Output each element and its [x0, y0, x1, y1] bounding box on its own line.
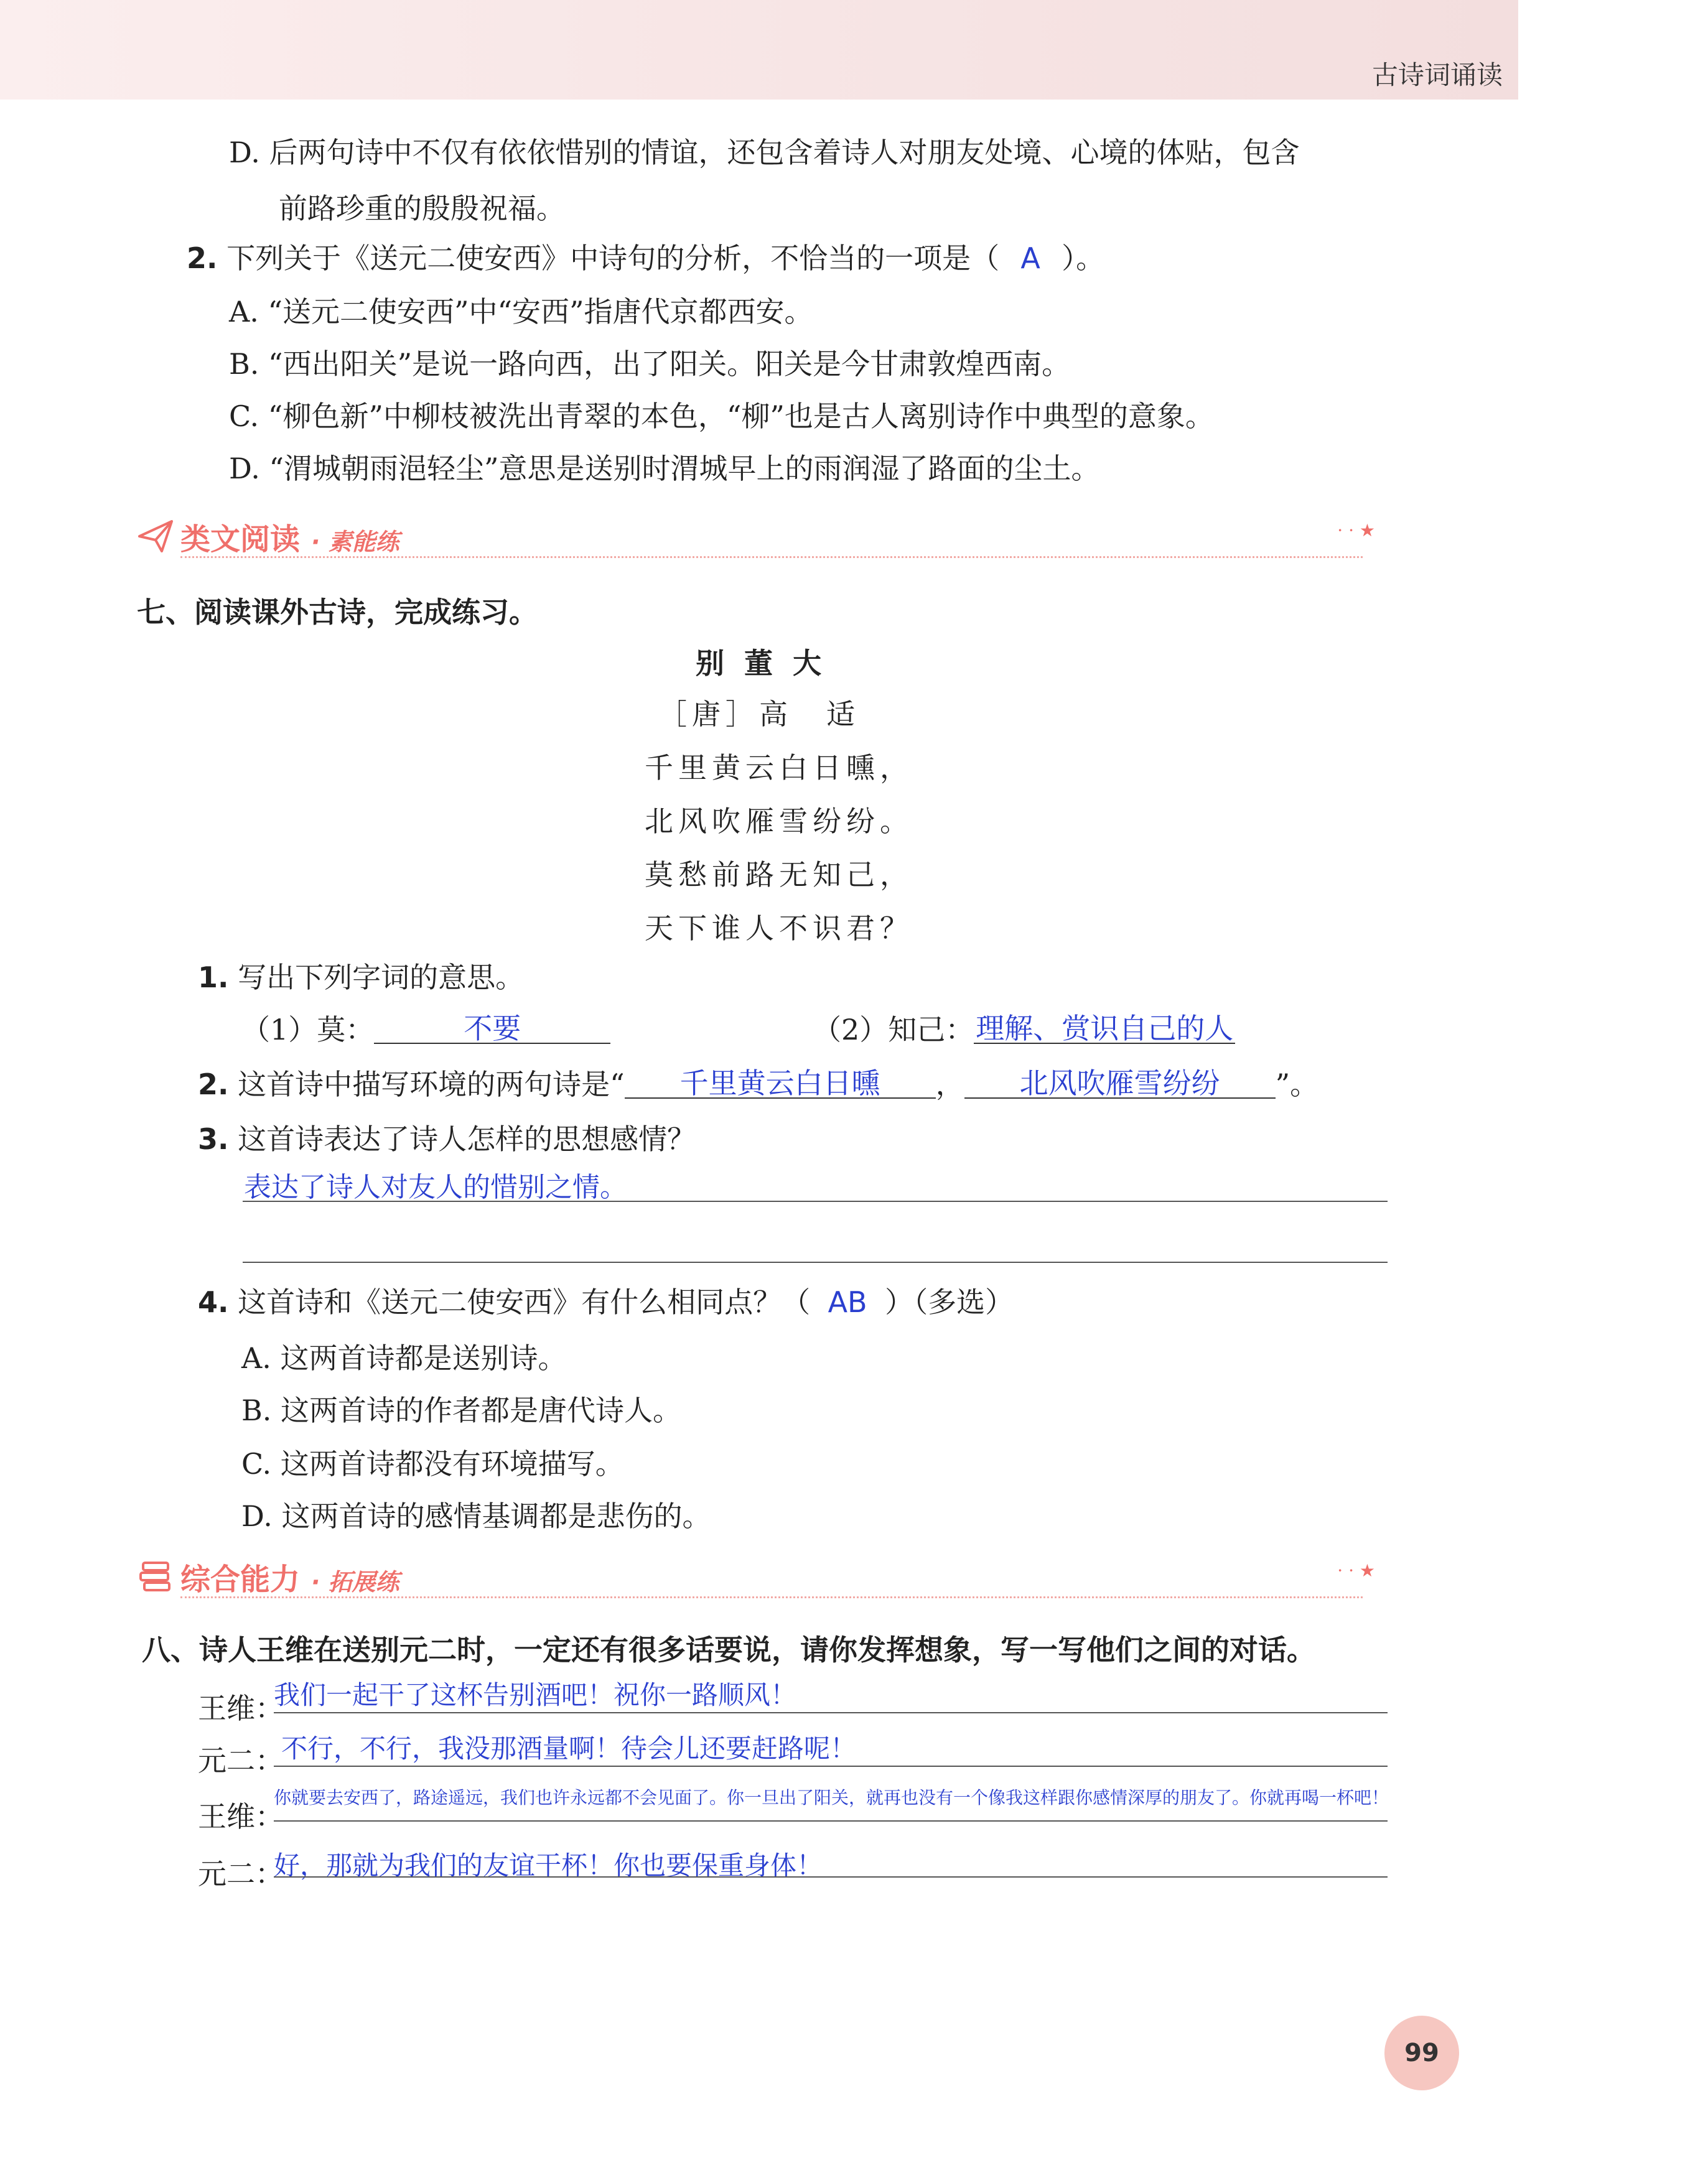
q7-4-close: ）（多选）: [885, 1285, 1014, 1319]
q2-number: 2.: [187, 241, 218, 275]
dialog-line: [274, 1820, 1388, 1822]
q7-2-number: 2.: [198, 1068, 229, 1101]
page-number: 99: [1384, 2016, 1459, 2090]
dialog-speaker: 元二：: [198, 1857, 284, 1891]
dialog-line: [274, 1766, 1388, 1767]
q7-title: 七、阅读课外古诗，完成练习。: [137, 595, 538, 629]
q7-2-close: ”。: [1275, 1068, 1319, 1101]
q2-option-d: D. “渭城朝雨浥轻尘”意思是送别时渭城早上的雨润湿了路面的尘土。: [229, 452, 1100, 485]
q7-3-stem-line: [198, 1122, 696, 1156]
q2-option-c: C. “柳色新”中柳枝被洗出青翠的本色，“柳”也是古人离别诗作中典型的意象。: [229, 399, 1214, 433]
header-band: [0, 0, 1518, 100]
stars-decoration: · · ★: [1337, 520, 1375, 541]
q7-4-answer: AB: [828, 1285, 867, 1319]
q7-1-a-label: （1）莫：: [241, 1013, 375, 1046]
q2-answer: A: [1020, 241, 1040, 275]
q7-4-option-c: C. 这两首诗都没有环境描写。: [241, 1447, 624, 1481]
q7-3-answer: 表达了诗人对友人的惜别之情。: [244, 1171, 627, 1203]
poem-line: 北风吹雁雪纷纷。: [645, 804, 913, 838]
dialog-speaker: 元二：: [198, 1744, 284, 1777]
dialog-speaker: 王维：: [198, 1692, 284, 1725]
section-subtitle: · 拓展练: [311, 1568, 399, 1596]
q8-title: 八、诗人王维在送别元二时，一定还有很多话要说，请你发挥想象，写一写他们之间的对话。: [142, 1633, 1315, 1667]
dialog-line: [274, 1712, 1388, 1713]
q7-1-b-label: （2）知己：: [813, 1013, 974, 1046]
q7-1-stem: 写出下列字词的意思。: [238, 961, 525, 994]
paper-plane-icon: [137, 518, 174, 555]
q7-4-number: 4.: [198, 1285, 229, 1319]
q2-stem-line: [187, 241, 1105, 275]
q7-2-separator: ，: [935, 1068, 964, 1101]
answer-line: [243, 1201, 1388, 1202]
q7-3-number: 3.: [198, 1122, 229, 1156]
dialog-text: 不行，不行，我没那酒量啊！待会儿还要赶路呢！: [281, 1733, 857, 1764]
answer-line: [243, 1262, 1388, 1263]
section-rule: [180, 1596, 1363, 1598]
dialog-text: 好，那就为我们的友谊干杯！你也要保重身体！: [274, 1850, 823, 1881]
q7-1-a-answer: 不要: [374, 1014, 610, 1044]
chapter-title: 古诗词诵读: [1371, 60, 1503, 90]
q2-option-b: B. “西出阳关”是说一路向西，出了阳关。阳关是今甘肃敦煌西南。: [229, 347, 1071, 381]
q2-stem: 下列关于《送元二使安西》中诗句的分析，不恰当的一项是（: [226, 241, 1000, 275]
prev-option-d-line1: D. 后两句诗中不仅有依依惜别的情谊，还包含着诗人对朋友处境、心境的体贴，包含: [229, 136, 1300, 169]
q7-4-option-b: B. 这两首诗的作者都是唐代诗人。: [241, 1394, 682, 1427]
dialog-text: 你就要去安西了，路途遥远，我们也许永远都不会见面了。你一旦出了阳关，就再也没有一个像我这样跟你感情深厚的朋友了。你就再喝一杯吧！: [274, 1787, 1389, 1808]
q7-1-item-a: [241, 1014, 610, 1044]
q2-option-a: A. “送元二使安西”中“安西”指唐代京都西安。: [229, 295, 813, 328]
section-title: 综合能力: [180, 1562, 301, 1597]
q7-2-answer-2: 北风吹雁雪纷纷: [964, 1069, 1276, 1099]
q7-4-stem-line: [198, 1285, 1014, 1319]
poem-line: 天下谁人不识君？: [645, 911, 913, 945]
q2-close: ）。: [1062, 241, 1105, 275]
section-title: 类文阅读: [180, 522, 301, 557]
q7-2-stem: 这首诗中描写环境的两句诗是“: [238, 1068, 625, 1101]
section-rule: [180, 556, 1363, 558]
q7-1-stem-line: [198, 963, 524, 992]
q7-3-stem: 这首诗表达了诗人怎样的思想感情？: [238, 1122, 696, 1156]
q7-4-option-d: D. 这两首诗的感情基调都是悲伤的。: [241, 1499, 711, 1533]
section-bar-reading: [137, 515, 1375, 557]
q7-2-line: [198, 1066, 1319, 1101]
dialog-line: [274, 1876, 1388, 1878]
q7-2-answer-1: 千里黄云白日曛: [625, 1069, 936, 1099]
poem-line: 莫愁前路无知己，: [645, 858, 913, 892]
poem-author: ［唐］高 适: [658, 697, 860, 731]
dialog-text: 我们一起干了这杯告别酒吧！祝你一路顺风！: [274, 1680, 797, 1710]
q7-1-b-answer: 理解、赏识自己的人: [974, 1014, 1235, 1044]
q7-4-stem: 这首诗和《送元二使安西》有什么相同点？（: [238, 1285, 811, 1319]
q7-4-option-a: A. 这两首诗都是送别诗。: [241, 1341, 567, 1375]
poem-line: 千里黄云白日曛，: [645, 751, 913, 785]
poem-title: 别 董 大: [696, 646, 827, 680]
stars-decoration: · · ★: [1337, 1560, 1375, 1581]
section-bar-ability: [137, 1555, 1375, 1597]
q7-1-item-b: [813, 1014, 1235, 1044]
prev-option-d-line2: 前路珍重的殷殷祝福。: [279, 192, 565, 225]
books-icon: [137, 1558, 174, 1595]
section-subtitle: · 素能练: [311, 528, 399, 556]
dialog-speaker: 王维：: [198, 1800, 284, 1833]
q7-1-number: 1.: [198, 961, 229, 994]
